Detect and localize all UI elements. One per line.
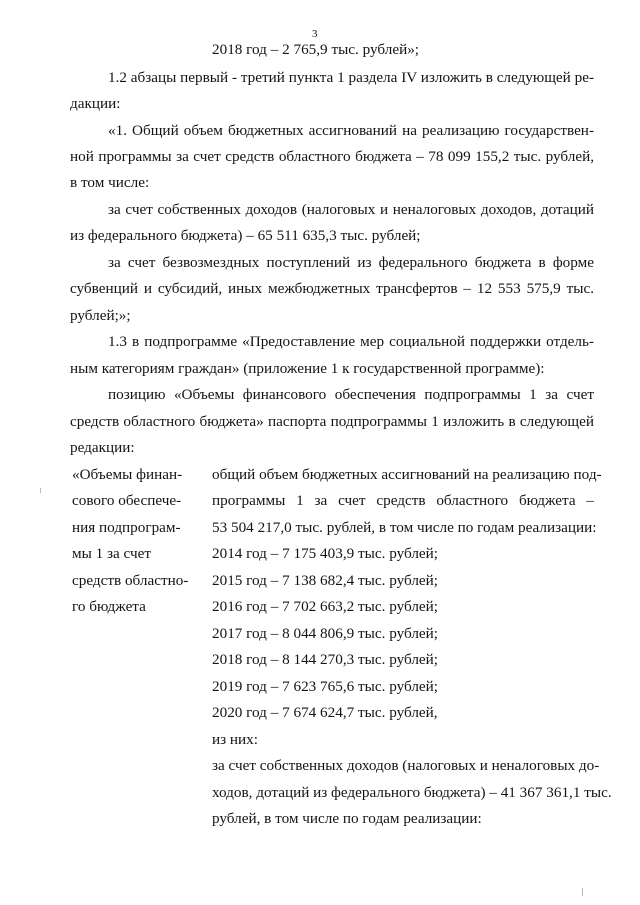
text-line: за счет собственных доходов (налоговых и неналоговых доходов, дотаций — [108, 201, 594, 218]
scan-mark — [582, 888, 583, 896]
text-line: 1.2 абзацы первый - третий пункта 1 раздела IV изложить в следующей ре- — [108, 69, 594, 86]
table-right-line: 2020 год – 7 674 624,7 тыс. рублей, — [212, 704, 438, 721]
text-line: редакции: — [70, 439, 135, 456]
text-line: 1.3 в подпрограмме «Предоставление мер социальной поддержки отдель- — [108, 333, 594, 350]
text-line: ной программы за счет средств областного бюджета – 78 099 155,2 тыс. рублей, — [70, 148, 594, 165]
table-right-line: 53 504 217,0 тыс. рублей, в том числе по годам реализации: — [212, 519, 597, 536]
table-right-line: рублей, в том числе по годам реализации: — [212, 810, 482, 827]
table-right-line: за счет собственных доходов (налоговых и неналоговых до- — [212, 757, 600, 774]
table-left-line: го бюджета — [72, 598, 146, 615]
text-line: средств областного бюджета» паспорта подпрограммы 1 изложить в следующей — [70, 413, 594, 430]
table-right-line: 2017 год – 8 044 806,9 тыс. рублей; — [212, 625, 439, 642]
text-line: 2018 год – 2 765,9 тыс. рублей»; — [212, 41, 420, 58]
text-line: позицию «Объемы финансового обеспечения подпрограммы 1 за счет — [108, 386, 594, 403]
table-left-line: сового обеспече- — [72, 492, 182, 509]
table-left-line: «Объемы финан- — [72, 466, 183, 483]
table-right-line: программы 1 за счет средств областного бюджета – — [212, 492, 594, 509]
text-line: из федерального бюджета) – 65 511 635,3 тыс. рублей; — [70, 227, 421, 244]
table-left-line: мы 1 за счет — [72, 545, 151, 562]
table-right-line: 2014 год – 7 175 403,9 тыс. рублей; — [212, 545, 439, 562]
table-right-line: общий объем бюджетных ассигнований на реализацию под- — [212, 466, 602, 483]
text-line: рублей;»; — [70, 307, 131, 324]
table-right-line: 2015 год – 7 138 682,4 тыс. рублей; — [212, 572, 439, 589]
text-line: «1. Общий объем бюджетных ассигнований на реализацию государствен- — [108, 122, 594, 139]
text-line: дакции: — [70, 95, 121, 112]
table-right-line: 2016 год – 7 702 663,2 тыс. рублей; — [212, 598, 439, 615]
page-number: 3 — [312, 28, 318, 40]
text-line: за счет безвозмездных поступлений из федерального бюджета в форме — [108, 254, 594, 271]
table-left-line: средств областно- — [72, 572, 189, 589]
table-left-line: ния подпрограм- — [72, 519, 181, 536]
text-line: субвенций и субсидий, иных межбюджетных трансфертов – 12 553 575,9 тыс. — [70, 280, 594, 297]
table-right-line: 2018 год – 8 144 270,3 тыс. рублей; — [212, 651, 439, 668]
scan-mark — [40, 488, 41, 493]
text-line: ным категориям граждан» (приложение 1 к государственной программе): — [70, 360, 545, 377]
table-right-line: ходов, дотаций из федерального бюджета) – 41 367 361,1 тыс. — [212, 784, 612, 801]
text-line: в том числе: — [70, 174, 150, 191]
table-right-line: из них: — [212, 731, 258, 748]
table-right-line: 2019 год – 7 623 765,6 тыс. рублей; — [212, 678, 439, 695]
